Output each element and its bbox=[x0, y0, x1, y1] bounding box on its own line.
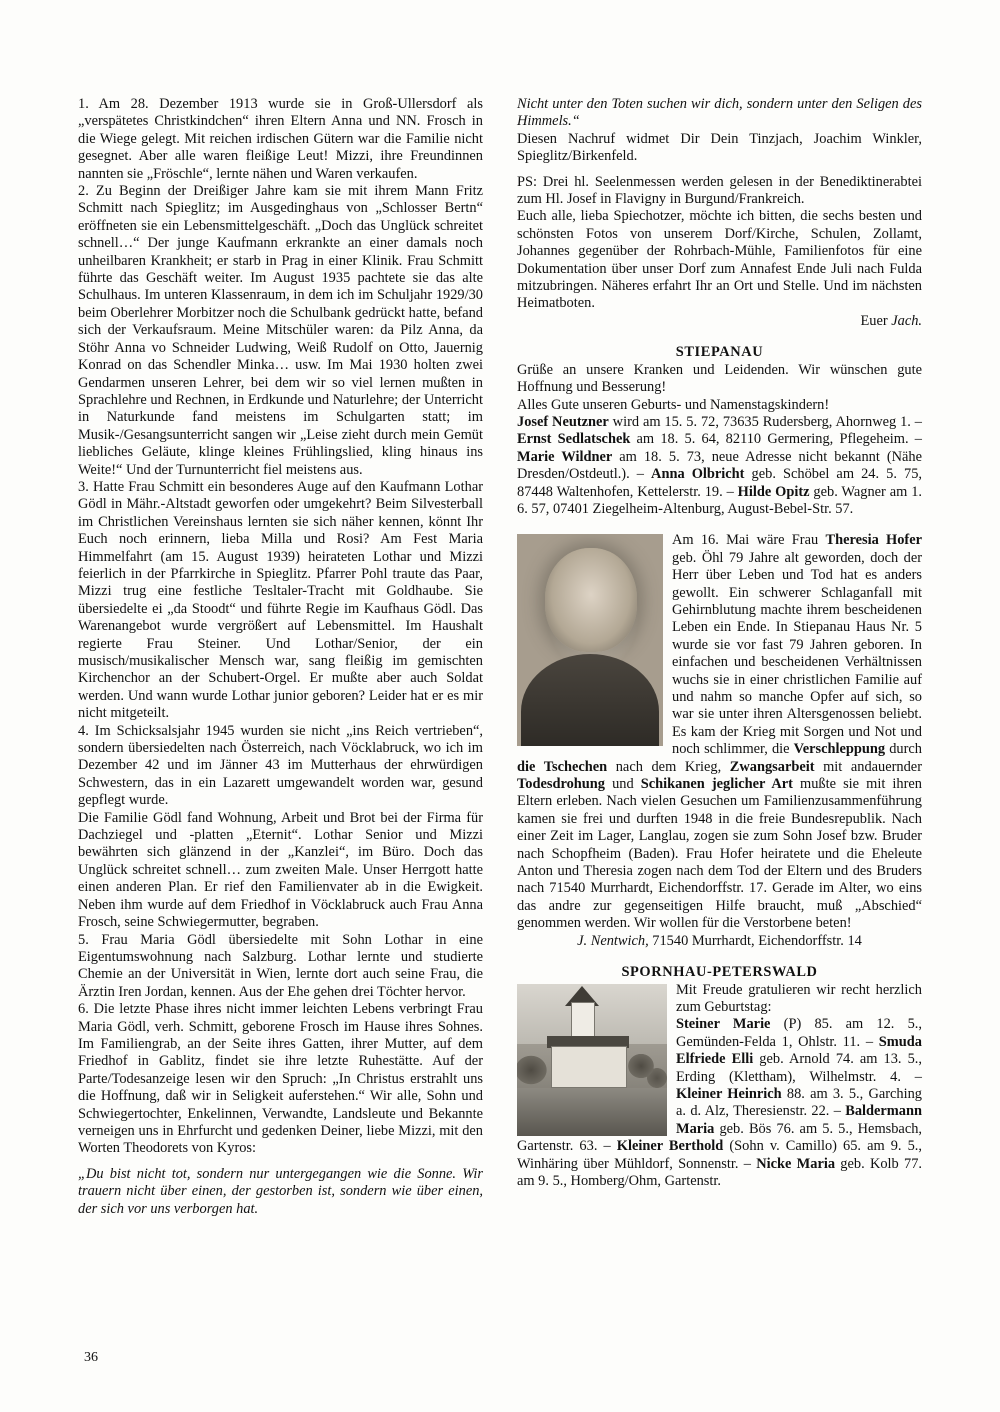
spacer bbox=[517, 166, 922, 174]
entry-name: Kleiner Berthold bbox=[616, 1138, 724, 1155]
village-photo-wrapper bbox=[517, 984, 667, 1136]
paragraph-7: 6. Die letzte Phase ihres nicht immer leichten Lebens verbringt Frau Maria Gödl, verh. Schmitt, geborene Frosch im Hause ihres Sohnes. Im Familiengrab, an der Seite ihres Gatten, ihrer Mutter, auf dem Friedhof in Gablitz, findet sie ihre letzte Ruhestätte. Auf der Parte/Todesanzeige lesen wir den Spruch: „In Christus erstrahlt uns die Hoffnung, daß wir in Seligkeit auferstehen.“ Wir alle, Sohn und Schwiegertochter, Enkelinnen, Verwandte, Landsleute und Bekannte verneigen uns in Ehrfurcht und gedenken Deiner, liebe Mizzi, mit den Worten Theodorets von Kyros: bbox=[78, 1001, 483, 1157]
portrait-photo-theresia-hofer bbox=[517, 534, 663, 746]
signature-name: J. Nentwich, bbox=[577, 932, 649, 949]
entry-detail: am 18. 5. 73, neue Adresse nicht bekannt (Nähe Dresden/Ostdeutl.). – bbox=[517, 448, 923, 483]
request-text: Euch alle, lieba Spiechotzer, möchte ich bitten, die sechs besten und schönsten Fotos von unserem Dorf/Kirche, Schulen, Zollamt, Johannes gegenüber der Rohrbach-Mühle, Familienfotos für eine Dokumentation über unser Dorf zum Annafest Ende Juli nach Fulda mitzubringen. Näheres erfahrt Ihr an Ort und Stelle. Und im nächsten Heimatboten. bbox=[517, 208, 922, 312]
entry-detail: geb. Wagner am 1. 6. 57, 07401 Ziegelheim-Altenburg, August-Bebel-Str. 57. bbox=[517, 483, 922, 517]
entry-detail: 88. am 3. 5., Garching a. d. Alz, Theresienstr. 22. – bbox=[676, 1085, 922, 1120]
entry-name: Ernst Sedlatschek bbox=[517, 431, 631, 448]
request-paragraph bbox=[517, 208, 922, 312]
entry-name: Kleiner Heinrich bbox=[676, 1085, 782, 1102]
entry-name: Baldermann Maria bbox=[676, 1103, 922, 1137]
entry-detail: geb. Bös 76. am 5. 5., Hemsbach, Gartenstr. 63. – bbox=[517, 1120, 922, 1155]
obituary-intro: Am 16. Mai wäre Frau bbox=[672, 532, 826, 549]
ps-paragraph: PS: Drei hl. Seelenmessen werden gelesen in der Benediktinerabtei zum Hl. Josef in Flavigny in Burgund/Frankreich. bbox=[517, 173, 922, 208]
dedication-paragraph: Diesen Nachruf widmet Dir Dein Tinzjach, Joachim Winkler, Spieglitz/Birkenfeld. bbox=[517, 130, 922, 165]
paragraph-5: Die Familie Gödl fand Wohnung, Arbeit und Brot bei der Firma für Dachziegel und -platten „Eternit“. Lothar Senior und Mizzi bewährten sich glänzend in der „Kanzlei“, im Büro. Doch das Unglück schreitet schnell… zum zweiten Male. Unser Herrgott hatte einen anderen Plan. Er rief den Familienvater ab in die Ewigkeit. Neben ihm wurde auf dem Friedhof in Vöcklabruck auch Frau Anna Frosch, seine Schwiegermutter, begraben. bbox=[78, 809, 483, 931]
entry-name: Anna Olbricht bbox=[651, 466, 745, 483]
obituary-keyword: Verschleppung bbox=[793, 741, 886, 758]
two-column-layout bbox=[78, 96, 922, 1326]
obituary-keyword: die Tschechen bbox=[517, 758, 608, 775]
church-body-shape bbox=[551, 1046, 627, 1088]
entry-name: Hilde Opitz bbox=[737, 483, 810, 500]
spacer bbox=[517, 330, 922, 344]
obituary-tail: mußte sie mit ihren Eltern erleben. Nach vielen Gesuchen um Familienzusammenführung kamen sie frei und durften 1948 in die freie Bundesrepublik. Nach einer Zeit im Lager, Langlau, zogen sie zum Sohn Josef bzw. Bruder nach Schopfheim (Baden). Frau Hofer heiratete und die Eheleute Anton und Theresia zogen nach dem Tod der Eltern und des Bruders nach 71540 Murrhardt, Eichendorffstr. 17. Gerade im Alter, wo eins das andre zur gegenseitigen Hilfe braucht, muß „Abschied“ genommen werden. Wir wollen für die Verstorbene beten! bbox=[517, 776, 922, 932]
entry-name: Nicke Maria bbox=[756, 1155, 836, 1172]
obituary-photo-wrapper bbox=[517, 534, 663, 746]
page-number: 36 bbox=[84, 1350, 98, 1365]
obituary-name: Theresia Hofer bbox=[825, 532, 922, 549]
spacer bbox=[517, 518, 922, 532]
closing-quote: „Du bist nicht tot, sondern nur untergegangen wie die Sonne. Wir trauern nicht über einen, der gestorben ist, sondern wie über einen, der sich vor uns verborgen hat. bbox=[78, 1165, 483, 1217]
obituary-body: geb. Öhl 79 Jahre alt geworden, doch der Herr über Leben und Tod hat es anders gewollt. Ein schwerer Schlaganfall mit Gehirnblutung machte ihrem bescheidenen Leben ein Ende. In Stiepanau Haus Nr. 5 wurde sie vor fast 79 Jahren geboren. In einfachen und bescheidenen Verhältnissen wuchs sie in einer christlichen Familie auf und nahm so manche Opfer auf sich, so war sie unter ihren Altersgenossen beliebt. Es kam der Krieg mit Sorgen und Not und noch schlimmer, die bbox=[672, 549, 922, 758]
entry-detail: (Sohn v. Camillo) 65. am 9. 5., Winhäring über Mühldorf, Sonnenstr. – bbox=[517, 1138, 923, 1172]
field-region bbox=[517, 1088, 667, 1136]
paragraph-1: 1. Am 28. Dezember 1913 wurde sie in Groß-Ullersdorf als „verspätetes Christkindchen“ ihren Eltern Anna und NN. Frosch in die Wiege gelegt. Mit reichen irdischen Gütern war die Familie nicht gesegnet. Aber alle waren fleißige Leut! Mizzi, ihre Freundinnen nannten sie „Fröschle“, lernte nähen und Waren verkaufen. bbox=[78, 96, 483, 182]
entry-name: Steiner Marie bbox=[676, 1016, 771, 1033]
spacer bbox=[78, 1158, 483, 1166]
spacer bbox=[517, 950, 922, 964]
entry-detail: am 18. 5. 64, 82110 Germering, Pflegeheim. – bbox=[630, 431, 922, 448]
section-heading-stiepanau: STIEPANAU bbox=[675, 344, 764, 361]
signature-top-label: Euer bbox=[860, 312, 888, 329]
obituary-mid: nach dem Krieg, bbox=[607, 758, 730, 775]
entry-detail: (P) 85. am 12. 5., Gemünden-Felda 1, Ohlstr. 11. – bbox=[676, 1016, 922, 1050]
signature-top bbox=[517, 313, 922, 330]
obituary-keyword: Zwangsarbeit bbox=[729, 758, 815, 775]
entry-name: Josef Neutzner bbox=[517, 413, 609, 430]
obituary-keyword: Schikanen jeglicher Art bbox=[640, 776, 793, 793]
section-heading-spornhau-peterswald: SPORNHAU-PETERSWALD bbox=[621, 964, 818, 981]
paragraph-3: 3. Hatte Frau Schmitt ein besonderes Auge auf den Kaufmann Lothar Gödl in Mähr.-Altstadt geworfen oder umgekehrt? Beim Silvesterball im Christlichen Vereinshaus lernten sie sich näher kennen, könnt Ihr Euch noch erinnern, lieba Milla und Rosi? Am Fest Maria Himmelfahrt (am 15. August 1939) heirateten Lothar und Mizzi feierlich in der Pfarrkirche in Spieglitz. Pfarrer Pohl traute das Paar, Mizzi trug eine festliche Tesltaler-Tracht mit Goldhaube. Sie übersiedelte ei „da Stoodt“ und führte Regie im Kaufhaus Gödl. Das Warenangebot wurde vergrößert auf Lebensmittel. Im Haushalt regierte Frau Steiner. Und Lothar/Senior, der ein musisch/musikalischer Mensch war, sang fleißig im gemischten Kirchenchor an der Schubert-Orgel. Er mußte aber auch Soldat werden. Und wann wurde Lothar junior geboren? Leider hat er es mir nicht mitgeteilt. bbox=[78, 478, 483, 722]
stiepanau-greeting: Grüße an unsere Kranken und Leidenden. Wir wünschen gute Hoffnung und Besserung! bbox=[517, 361, 922, 396]
entry-detail: geb. Arnold 74. am 13. 5., Erding (Klettham), Wilhelmstr. 4. – bbox=[676, 1051, 922, 1085]
paragraph-4: 4. Im Schicksalsjahr 1945 wurden sie nicht „ins Reich vertrieben“, sondern übersiedelten nach Österreich, nach Vöcklabruck, wo ich im Dezember 42 und im Jänner 43 im Mutterhaus der ehrwürdigen Schwestern, das in ein Lazarett umgewandelt worden war, gesund gepflegt wurde. bbox=[78, 722, 483, 809]
obituary-mid: durch bbox=[885, 741, 922, 758]
spornhau-intro: Mit Freude gratulieren wir recht herzlich zum Geburtstag: bbox=[676, 981, 922, 1015]
stiepanau-wishes: Alles Gute unseren Geburts- und Namenstagskindern! bbox=[517, 396, 830, 413]
entry-detail: geb. Kolb 77. am 9. 5., Homberg/Ohm, Gartenstr. bbox=[517, 1155, 922, 1189]
obituary-keyword: Todesdrohung bbox=[517, 776, 605, 793]
obituary-signature bbox=[517, 933, 922, 950]
right-column bbox=[517, 96, 922, 1326]
entry-name: Marie Wildner bbox=[517, 448, 613, 465]
stiepanau-birthday-list bbox=[517, 414, 922, 518]
entry-detail: wird am 15. 5. 72, 73635 Rudersberg, Ahornweg 1. – bbox=[608, 413, 922, 430]
obituary-mid: mit andauernder bbox=[814, 758, 922, 775]
paragraph-2: 2. Zu Beginn der Dreißiger Jahre kam sie mit ihrem Mann Fritz Schmitt nach Spieglitz; im Ausgedinghaus von „Schlosser Bertn“ eröffneten sie ein Lebensmittelgeschäft. „Doch das Unglück schreitet schnell…“ Der junge Kaufmann erkrankte an einer damals noch unheilbaren Krankheit; er starb in Prag in einer Klinik. Frau Schmitt führte das Geschäft weiter. Im August 1935 pachtete sie das alte Schulhaus. Im unteren Klassenraum, in dem ich im Schuljahr 1929/30 beim Oberlehrer Morbitzer noch die Schulbank gedrückt hatte, befand sich der Verkaufsraum. Meine Mitschüler waren: da Pilz Anna, da Stöhr Anna vo Schneider Ludwing, Weiß Rudolf on Otto, Jauernig Konrad on das Schendler Minka… usw. Im Mai 1930 holten zwei Gendarmen unseren Lehrer, bei dem wir so viel lernen mußten in Sprachlehre und Rechnen, in Erdkunde und Naturlehre; der Unterricht in Naturkunde fand meistens im Schulgarten statt; im Musik-/Gesangsunterricht sangen wir „Leise zieht durch mein Gemüt liebliches Geläute, klinge kleines Frühlingslied, kling hinaus ins Weite!“ Und der Turnunterricht fiel meistens aus. bbox=[78, 183, 483, 478]
left-column bbox=[78, 96, 483, 1326]
signature-address: 71540 Murrhardt, Eichendorffstr. 14 bbox=[648, 932, 862, 949]
village-church-photo bbox=[517, 984, 667, 1136]
paragraph-6: 5. Frau Maria Gödl übersiedelte mit Sohn Lothar in eine Eigentumswohnung nach Salzburg. Lothar lernte und studierte Chemie an der Universität in Wien, lernte dort auch seine Frau, die Ärztin Iren Jordan, kennen. Aus der Ehe gehen drei Töchter hervor. bbox=[78, 931, 483, 1000]
entry-detail: geb. Schöbel am 24. 5. 75, 87448 Waltenhofen, Kettelerstr. 19. – bbox=[517, 466, 922, 500]
top-quote: Nicht unter den Toten suchen wir dich, sondern unter den Seligen des Himmels.“ bbox=[517, 96, 922, 130]
obituary-mid: und bbox=[605, 776, 641, 793]
entry-name: Smuda Elfriede Elli bbox=[676, 1033, 922, 1068]
signature-top-name: Jach. bbox=[891, 312, 922, 329]
